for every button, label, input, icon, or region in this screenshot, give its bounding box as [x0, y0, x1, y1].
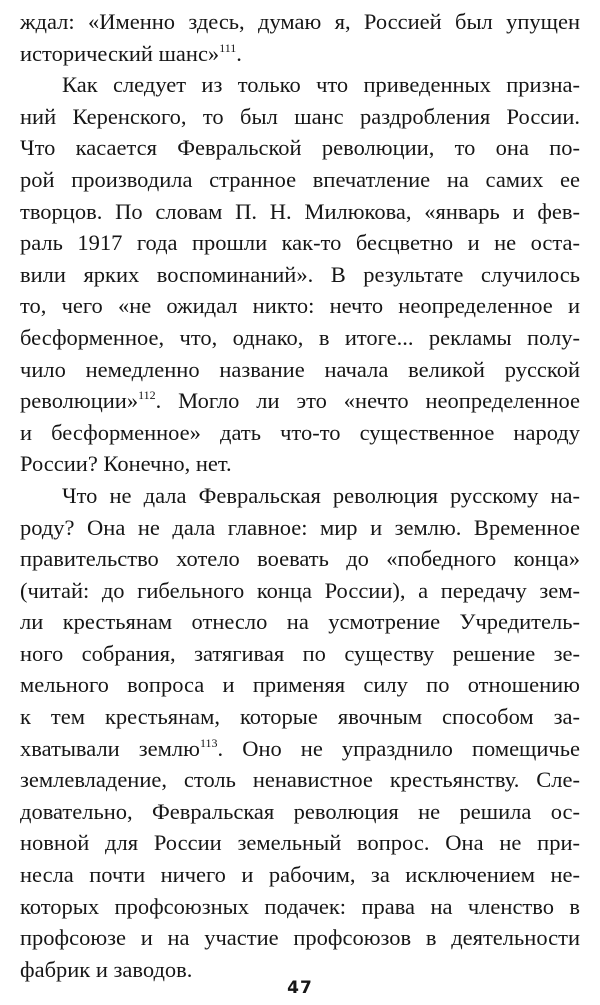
line-text: России? Конечно, нет.	[20, 451, 232, 477]
line-text: профсоюзе и на участие профсоюзов в деятельности	[20, 925, 580, 951]
body-text	[20, 6, 580, 985]
text-line	[20, 638, 580, 670]
text-line	[20, 859, 580, 891]
text-line	[20, 891, 580, 923]
text-line	[20, 701, 580, 733]
text-line	[20, 164, 580, 196]
line-text: ли крестьянам отнесло на усмотрение Учредитель-	[20, 609, 580, 635]
text-line	[20, 543, 580, 575]
text-line	[20, 69, 580, 101]
line-text: которых профсоюзных подачек: права на членство в	[20, 893, 580, 919]
text-line	[20, 669, 580, 701]
line-text: ждал: «Именно здесь, думаю я, Россией был упущен	[20, 9, 580, 34]
text-line	[20, 322, 580, 354]
text-line	[20, 512, 580, 544]
text-line	[20, 796, 580, 828]
line-text: довательно, Февральская революция не решила ос-	[20, 798, 580, 824]
footnote-ref: 112	[138, 388, 156, 403]
line-text: новной для России земельный вопрос. Она не при-	[20, 830, 580, 856]
text-line	[20, 6, 580, 38]
text-line	[20, 132, 580, 164]
line-text: революции»	[20, 388, 139, 414]
text-line	[20, 448, 580, 480]
line-text: то, чего «не ожидал никто: нечто неопределенное и	[20, 293, 580, 319]
line-text: несла почти ничего и рабочим, за исключением не-	[20, 862, 580, 888]
line-text: правительство хотело воевать до «победного конца»	[20, 546, 580, 572]
text-line	[20, 575, 580, 607]
line-text: Что касается Февральской революции, то она по-	[20, 135, 580, 161]
text-line	[20, 101, 580, 133]
text-line	[20, 259, 580, 291]
line-text: к тем крестьянам, которые явочным способом за-	[20, 704, 580, 730]
line-text-continued: . Могло ли это «нечто неопределенное	[155, 388, 580, 414]
text-line	[20, 922, 580, 954]
line-text: ного собрания, затягивая по существу решение зе-	[20, 640, 580, 666]
text-line	[20, 417, 580, 449]
text-line	[20, 196, 580, 228]
text-line	[20, 38, 580, 70]
text-line	[20, 385, 580, 417]
line-text: рой производила странное впечатление на самих ее	[20, 166, 580, 192]
line-text-continued: . Оно не упразднило помещичье	[217, 735, 580, 761]
line-text-continued: .	[236, 40, 242, 66]
text-line	[20, 733, 580, 765]
text-line	[20, 480, 580, 512]
text-line	[20, 354, 580, 386]
line-text: Как следует из только что приведенных призна-	[62, 72, 580, 98]
line-text: (читай: до гибельного конца России), а передачу зем-	[20, 577, 580, 603]
line-text: землевладение, столь ненавистное крестьянству. Сле-	[20, 767, 580, 793]
line-text: ний Керенского, то был шанс раздробления России.	[20, 103, 580, 129]
line-text: хватывали землю	[20, 735, 200, 761]
text-line	[20, 764, 580, 796]
line-text: бесформенное, что, однако, в итоге... рекламы полу-	[20, 324, 580, 350]
text-line	[20, 290, 580, 322]
line-text: Что не дала Февральская революция русскому на-	[62, 482, 580, 508]
page-number: 47	[287, 978, 313, 998]
footnote-ref: 111	[219, 40, 237, 55]
line-text: и бесформенное» дать что-то существенное народу	[20, 419, 580, 445]
line-text: вили ярких воспоминаний». В результате случилось	[20, 261, 580, 287]
line-text: чило немедленно название начала великой русской	[20, 356, 580, 382]
text-line	[20, 227, 580, 259]
text-line	[20, 827, 580, 859]
line-text: роду? Она не дала главное: мир и землю. Временное	[20, 514, 580, 540]
footnote-ref: 113	[199, 735, 218, 750]
line-text: творцов. По словам П. Н. Милюкова, «январь и фев-	[20, 198, 580, 224]
text-line	[20, 606, 580, 638]
line-text: исторический шанс»	[20, 40, 220, 66]
line-text: мельного вопроса и применяя силу по отношению	[20, 672, 580, 698]
line-text: раль 1917 года прошли как-то бесцветно и не оста-	[20, 230, 580, 256]
line-text: фабрик и заводов.	[20, 956, 193, 982]
